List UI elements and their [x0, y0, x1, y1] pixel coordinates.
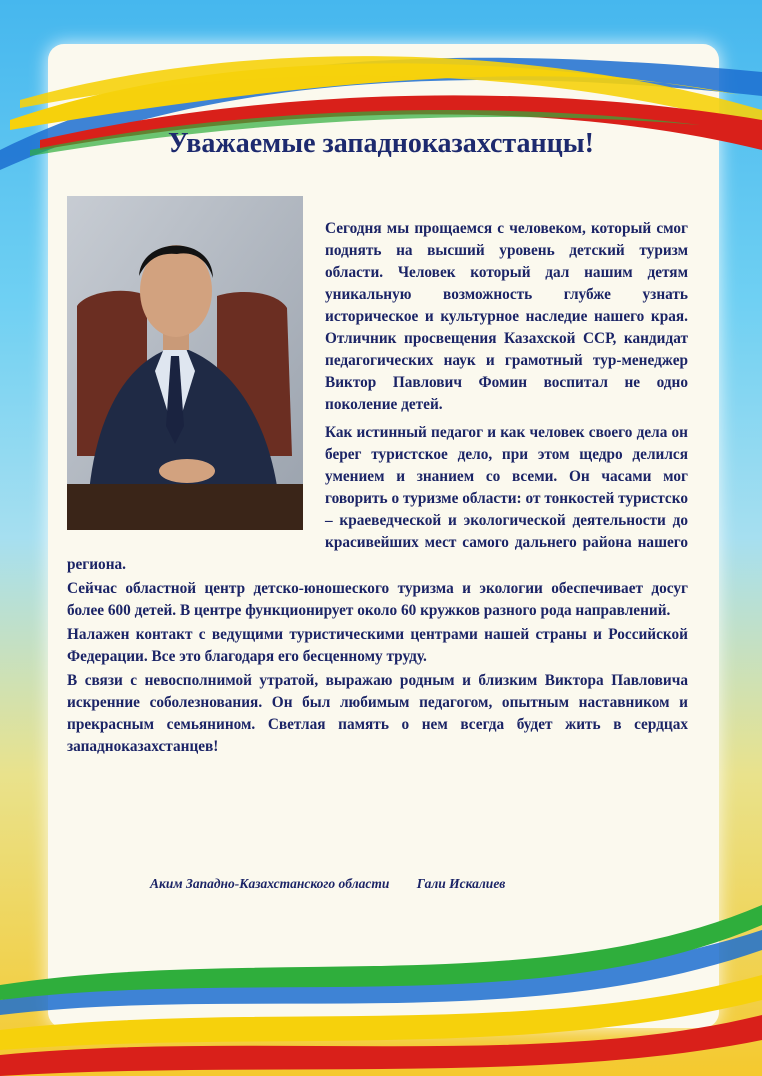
letter-body	[67, 218, 688, 758]
paragraph-2: Как истинный педагог и как человек своего дела он берег туристское дело, при этом щедро делился умением и знанием со всеми. Он часами мог говорить о туризме области: от тонкостей туристско – краеведческой и экологической деятельности до красивейших мест самого дальнего района нашего региона.	[67, 424, 688, 573]
photo-float-spacer	[67, 218, 325, 544]
paragraph-4: Налажен контакт с ведущими туристическими центрами нашей страны и Российской Федерации. Все это благодаря его бесценному труду.	[67, 626, 688, 665]
signature-position: Аким Западно-Казахстанского области	[150, 876, 390, 891]
paragraph-5: В связи с невосполнимой утратой, выражаю родным и близким Виктора Павловича искренние соболезнования. Он был любимым педагогом, опытным наставником и прекрасным семьянином. Светлая память о нем всегда будет жить в сердцах западноказахстанцев!	[67, 672, 688, 755]
paragraph-3: Сейчас областной центр детско-юношеского туризма и экологии обеспечивает досуг более 600 детей. В центре функционирует около 60 кружков разного рода направлений.	[67, 580, 688, 619]
signature-name: Гали Искалиев	[416, 876, 506, 891]
page-title: Уважаемые западноказахстанцы!	[168, 128, 594, 159]
signature-line	[150, 876, 505, 892]
paragraph-1: Сегодня мы прощаемся с человеком, который смог поднять на высший уровень детский туризм области. Человек который дал нашим детям уникальную возможность глубже узнать историческое и культурное наследие нашего края. Отличник просвещения Казахской ССР, кандидат педагогических наук и грамотный тур-менеджер Виктор Павлович Фомин воспитал не одно поколение детей.	[325, 220, 688, 413]
